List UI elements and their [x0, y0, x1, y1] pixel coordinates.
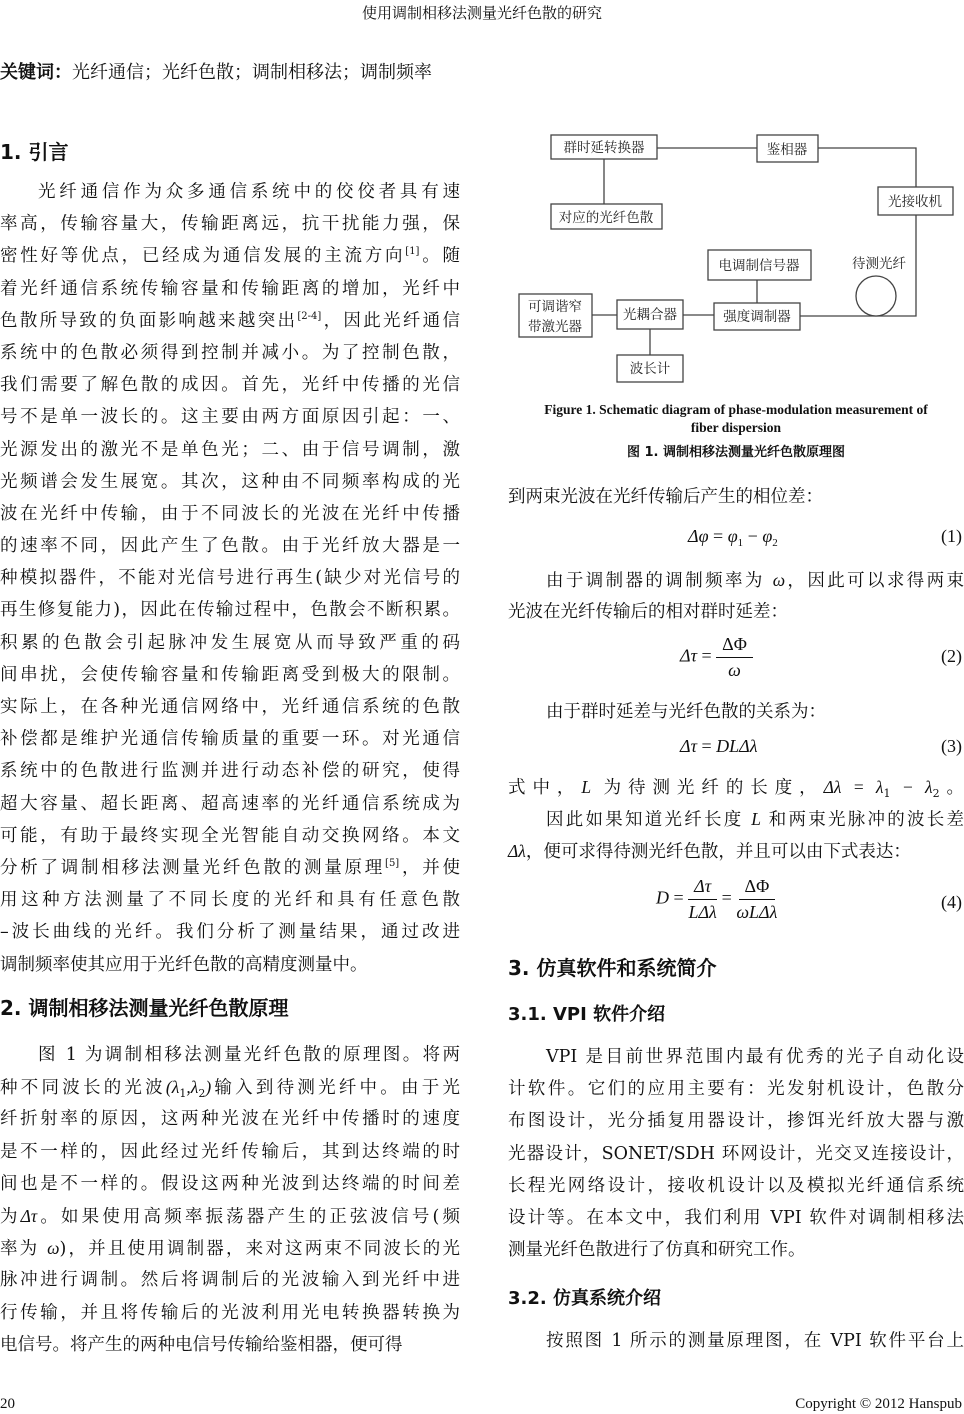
label-phase-detector: 鉴相器	[766, 142, 808, 158]
text-line: 长程光网络设计，接收机设计以及模拟光纤通信系统	[508, 1175, 964, 1196]
text-segment: 。如果使用高频率振荡器产生的正弦波信号(频	[37, 1206, 461, 1227]
figure-caption-en-2: fiber dispersion	[690, 420, 782, 435]
text-segment: 种不同波长的光波	[0, 1078, 166, 1099]
text-line: 调制频率使其应用于光纤色散的高精度测量中。	[0, 954, 368, 975]
citation: [1]	[405, 246, 420, 258]
text-line: 超大容量、超长距离、超高速率的光纤通信系统成为	[0, 793, 460, 814]
para-group-delay	[508, 564, 964, 628]
eq3-lhs: Δτ	[680, 736, 698, 756]
text-line: 着光纤通信系统传输容量和传输距离的增加，光纤中	[0, 278, 460, 299]
eq1-phi1: φ	[727, 526, 738, 546]
text-line	[508, 564, 964, 596]
text-line: 种模拟器件，不能对光信号进行再生(缺少对光信号的	[0, 568, 460, 589]
text-line	[508, 771, 964, 803]
text-segment: 。	[939, 778, 964, 798]
copyright: Copyright © 2012 Hanspub	[795, 1396, 962, 1412]
text-line: 率高，传输容量大，传输距离远，抗干扰能力强，保	[0, 214, 460, 235]
text-line: 行传输，并且将传输后的光波利用光电转换器转换为	[0, 1302, 460, 1323]
para-relation	[508, 696, 964, 728]
eq4-lhs: D	[656, 887, 669, 908]
label-receiver: 光接收机	[888, 194, 942, 210]
text-segment: 密性好等优点，已经成为通信发展的主流方向	[0, 246, 406, 267]
math-symbol: 2	[198, 1087, 206, 1101]
text-line: 我们需要了解色散的成因。首先，光纤中传播的光信	[0, 375, 460, 396]
citation: [2-4]	[297, 310, 322, 322]
text-line: 光器设计，SONET/SDH 环网设计，光交叉连接设计，	[508, 1143, 964, 1164]
eq1-sub1: 1	[737, 537, 744, 549]
para-vpi	[508, 1041, 964, 1266]
text-line: 按照图 1 所示的测量原理图，在 VPI 软件平台上	[546, 1331, 964, 1351]
math-symbol: (λ	[165, 1077, 180, 1098]
text-segment: ，并使	[399, 857, 461, 878]
text-line	[0, 1071, 460, 1103]
text-line: 计软件。它们的应用主要有：光发射机设计，色散分	[508, 1079, 964, 1100]
equation-2	[680, 634, 753, 681]
equation-4-number: (4)	[941, 892, 962, 912]
text-line	[0, 1232, 460, 1264]
math-symbol: ,λ	[186, 1077, 199, 1098]
text-line: 波在光纤中传输，由于不同波长的光波在光纤中传播	[0, 503, 460, 524]
eq2-equals: =	[701, 645, 712, 666]
figure-caption-en-1: Figure 1. Schematic diagram of phase-modulation measurement of	[544, 402, 928, 417]
text-line: 实际上，在各种光通信网络中，光纤通信系统的色散	[0, 697, 460, 717]
text-line: VPI 是目前世界范围内最有优秀的光子自动化设	[546, 1047, 964, 1067]
equation-3	[680, 736, 758, 757]
text-segment: 为	[0, 1206, 21, 1227]
math-symbol: Δλ	[508, 841, 526, 862]
text-segment: ，因此可以求得两束	[785, 571, 964, 591]
eq3-equals: =	[701, 736, 712, 756]
text-line	[0, 852, 460, 884]
math-symbol: − λ	[890, 777, 933, 797]
math-symbol: )	[205, 1077, 212, 1098]
text-segment: 为待测光纤的长度，	[591, 778, 824, 798]
text-segment: )，并且使用调制器，来对这两束不同波长的光	[59, 1239, 460, 1260]
text-line: 光波在光纤传输后的相对群时延差：	[508, 602, 788, 623]
text-line: 用这种方法测量了不同长度的光纤和具有任意色散	[0, 890, 460, 911]
eq4-numerator-1: Δτ	[688, 876, 717, 900]
text-line: 间也是不一样的。假设这两种光波到达终端的时间差	[0, 1173, 460, 1194]
text-line: 再生修复能力)，因此在传输过程中，色散会不断积累。	[0, 600, 460, 621]
eq4-denominator-1: LΔλ	[688, 902, 717, 922]
text-line	[508, 803, 964, 835]
section-2-body	[0, 1039, 460, 1361]
eq1-sub2: 2	[772, 537, 778, 549]
section-3-1-title: 3.1. VPI 软件介绍	[508, 1004, 666, 1025]
math-symbol: Δλ = λ	[823, 777, 884, 797]
text-line: 图 1 为调制相移法测量光纤色散的原理图。将两	[38, 1045, 460, 1065]
text-line: 由于群时延差与光纤色散的关系为：	[546, 702, 826, 722]
section-3-title: 3. 仿真软件和系统简介	[508, 956, 717, 980]
text-segment: 因此如果知道光纤长度	[546, 810, 752, 831]
label-group-delay: 群时延转换器	[563, 140, 645, 156]
eq2-denominator: ω	[728, 660, 741, 680]
page-number: 20	[0, 1396, 15, 1412]
math-symbol: 2	[932, 787, 940, 800]
math-symbol: 1	[179, 1087, 187, 1101]
section-1-title: 1. 引言	[0, 140, 69, 164]
text-line: 设计等。在本文中，我们利用 VPI 软件对调制相移法	[508, 1207, 964, 1228]
math-symbol: 1	[883, 787, 891, 800]
para-simulation	[508, 1325, 964, 1357]
label-laser-line1: 可调谐窄	[528, 299, 582, 315]
text-line: 布图设计，光分插复用器设计，掺饵光纤放大器与激	[508, 1111, 964, 1132]
eq4-numerator-2: ΔΦ	[739, 876, 776, 900]
equation-1-number: (1)	[941, 526, 962, 546]
text-segment: 式中，	[508, 778, 582, 798]
text-line: 补偿都是维护光通信传输质量的重要一环。对光通信	[0, 729, 460, 750]
text-line: 可能，有助于最终实现全光智能自动交换网络。本文	[0, 825, 460, 846]
eq2-lhs: Δτ	[680, 645, 698, 666]
math-symbol: L	[581, 777, 592, 797]
text-segment: 和两束光脉冲的波长差	[761, 810, 964, 831]
text-segment: 。随	[419, 246, 460, 267]
eq4-equals-2: =	[721, 887, 732, 908]
text-line: 纤折射率的原因，这两种光波在光纤中传播时的速度	[0, 1109, 460, 1130]
text-line: 积累的色散会引起脉冲发生展宽从而导致严重的码	[0, 632, 460, 653]
keywords-text: 光纤通信；光纤色散；调制相移法；调制频率	[72, 62, 432, 83]
eq4-equals-1: =	[673, 887, 684, 908]
section-3-2-title: 3.2. 仿真系统介绍	[508, 1288, 661, 1309]
text-line: 到两束光波在光纤传输后产生的相位差：	[508, 487, 823, 507]
text-line	[508, 835, 964, 867]
math-symbol: Δτ	[20, 1205, 38, 1226]
label-signal-generator: 电调制信号器	[718, 258, 800, 274]
section-2-title: 2. 调制相移法测量光纤色散原理	[0, 996, 289, 1020]
eq2-numerator: ΔΦ	[716, 634, 753, 658]
para-phase-diff	[508, 481, 964, 513]
text-line: 光纤通信作为众多通信系统中的佼佼者具有速	[38, 182, 460, 202]
text-line: 系统中的色散进行监测并进行动态补偿的研究，使得	[0, 761, 460, 782]
text-segment: 率为	[0, 1239, 48, 1260]
label-modulator: 强度调制器	[723, 309, 791, 325]
eq4-denominator-2: ωLΔλ	[736, 902, 778, 922]
text-line: –波长曲线的光纤。我们分析了测量结果，通过改进	[0, 922, 460, 943]
math-symbol: L	[751, 809, 761, 830]
text-segment: 分析了调制相移法测量光纤色散的测量原理	[0, 857, 386, 878]
math-symbol: ω	[47, 1238, 60, 1259]
text-line: 光源发出的激光不是单色光；二、由于信号调制，激	[0, 439, 460, 460]
math-symbol: ω	[772, 570, 786, 590]
equation-4	[656, 876, 777, 923]
text-line	[0, 1200, 460, 1232]
text-line: 间串扰，会使传输容量和传输距离受到极大的限制。	[0, 664, 460, 685]
text-segment: 输入到待测光纤中。由于光	[211, 1078, 461, 1099]
text-line: 测量光纤色散进行了仿真和研究工作。	[508, 1240, 806, 1261]
label-laser-line2: 带激光器	[528, 319, 582, 335]
equation-3-number: (3)	[941, 736, 962, 756]
label-wavemeter: 波长计	[629, 361, 671, 377]
equation-2-number: (2)	[941, 646, 962, 666]
eq3-rhs: DLΔλ	[716, 736, 758, 756]
text-segment: 由于调制器的调制频率为	[546, 571, 773, 591]
text-line: 系统中的色散必须得到控制并减小。为了控制色散，	[0, 342, 460, 363]
eq1-minus: −	[747, 526, 758, 546]
eq1-lhs: Δφ	[688, 526, 709, 546]
text-line: 电信号。将产生的两种电信号传输给鉴相器，便可得	[0, 1334, 403, 1355]
text-line: 光频谱会发生展宽。其次，这种由不同频率构成的光	[0, 471, 460, 492]
figure-caption-cn: 图 1. 调制相移法测量光纤色散原理图	[626, 445, 846, 460]
keywords-label: 关键词：	[0, 62, 72, 83]
text-segment: 色散所导致的负面影响越来越突出	[0, 310, 298, 331]
label-dispersion: 对应的光纤色散	[558, 210, 654, 226]
text-segment: ，因此光纤通信	[321, 310, 461, 331]
eq1-phi2: φ	[762, 526, 773, 546]
label-fiber-under-test: 待测光纤	[852, 256, 906, 272]
para-definitions	[508, 771, 964, 868]
text-line: 的速率不同，因此产生了色散。由于光纤放大器是一	[0, 536, 460, 557]
text-line: 号不是单一波长的。这主要由两方面原因引起：一、	[0, 407, 460, 428]
label-coupler: 光耦合器	[623, 307, 677, 323]
citation: [5]	[385, 857, 400, 869]
eq1-equals: =	[713, 526, 724, 546]
running-title: 使用调制相移法测量光纤色散的研究	[361, 4, 602, 22]
text-segment: ，便可求得待测光纤色散，并且可以由下式表达：	[525, 842, 911, 863]
schematic-diagram	[0, 0, 964, 400]
fiber-coil-icon	[856, 276, 896, 316]
equation-1	[688, 526, 778, 549]
text-line: 脉冲进行调制。然后将调制后的光波输入到光纤中进	[0, 1270, 460, 1291]
text-line: 是不一样的，因此经过光纤传输后，其到达终端的时	[0, 1141, 460, 1162]
